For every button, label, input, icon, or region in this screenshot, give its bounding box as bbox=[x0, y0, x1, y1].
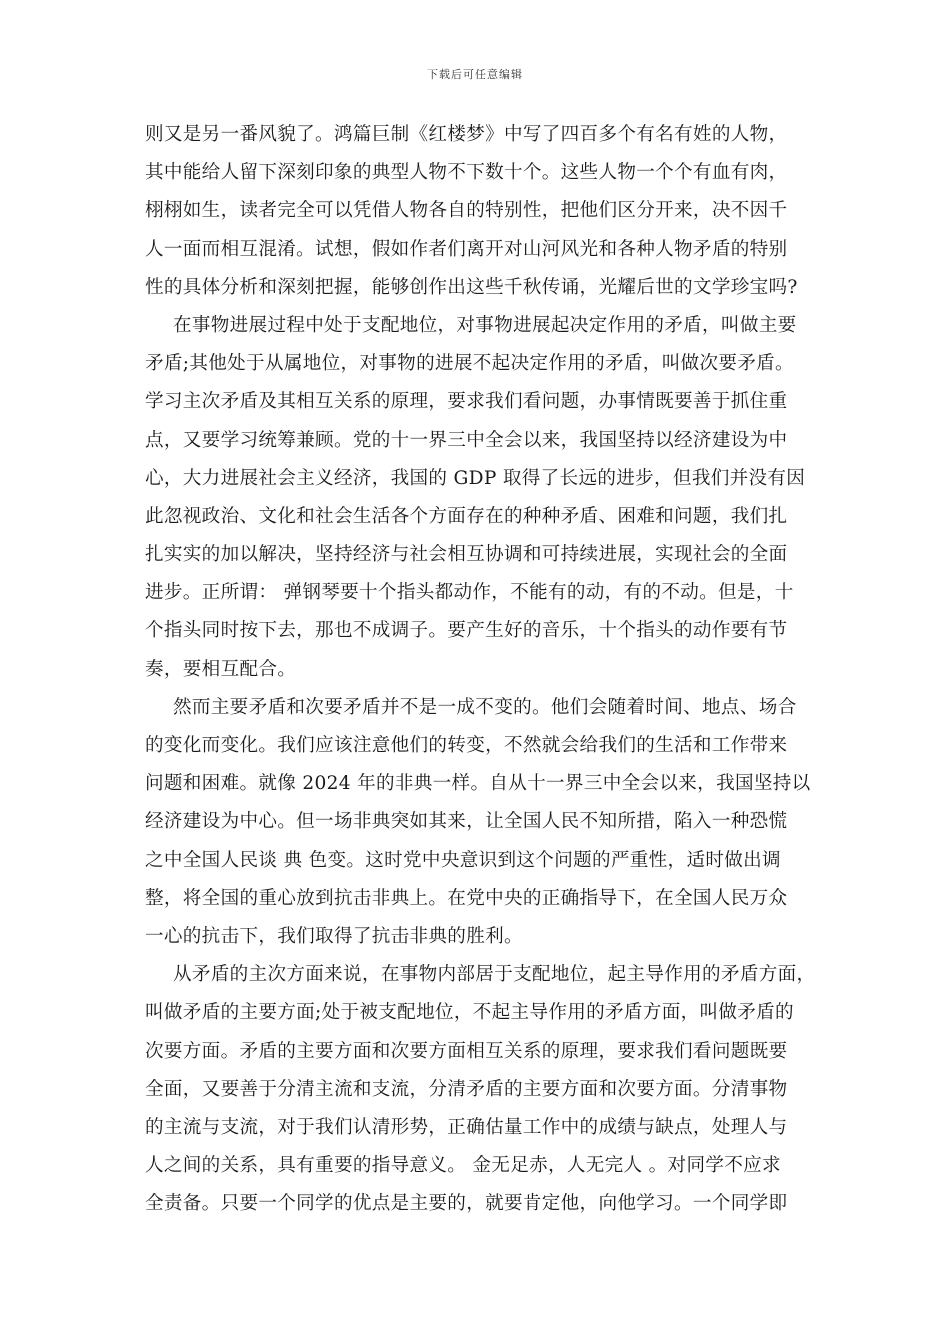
text-line: 进步。正所谓： 弹钢琴要十个指头都动作，不能有的动，有的不动。但是，十 bbox=[145, 582, 794, 604]
text-line: 然而主要矛盾和次要矛盾并不是一成不变的。他们会随着时间、地点、场合 bbox=[173, 696, 797, 718]
text-line: 个指头同时按下去，那也不成调子。要产生好的音乐，十个指头的动作要有节 bbox=[145, 620, 788, 642]
text-line: 奏，要相互配合。 bbox=[145, 658, 297, 680]
text-line: 则又是另一番风貌了。鸿篇巨制《红楼梦》中写了四百多个有名有姓的人物， bbox=[145, 124, 788, 145]
text-line: 全责备。只要一个同学的优点是主要的，就要肯定他，向他学习。一个同学即 bbox=[145, 1193, 788, 1215]
text-line: 一心的抗击下，我们取得了抗击非典的胜利。 bbox=[145, 925, 523, 947]
text-line: 人一面而相互混淆。试想，假如作者们离开对山河风光和各种人物矛盾的特别 bbox=[145, 238, 788, 260]
document-body bbox=[145, 116, 815, 1223]
text-line: 栩栩如生，读者完全可以凭借人物各自的特别性，把他们区分开来，决不因千 bbox=[145, 200, 788, 222]
text-line: 性的具体分析和深刻把握，能够创作出这些千秋传诵，光耀后世的文学珍宝吗? bbox=[145, 276, 798, 298]
text-line: 在事物进展过程中处于支配地位，对事物进展起决定作用的矛盾，叫做主要 bbox=[173, 314, 797, 336]
text-line: 其中能给人留下深刻印象的典型人物不下数十个。这些人物一个个有血有肉， bbox=[145, 162, 788, 184]
text-line: 次要方面。矛盾的主要方面和次要方面相互关系的原理，要求我们看问题既要 bbox=[145, 1040, 788, 1062]
text-line: 此忽视政治、文化和社会生活各个方面存在的种种矛盾、困难和问题，我们扎 bbox=[145, 505, 788, 527]
text-line: 问题和困难。就像 2024 年的非典一样。自从十一界三中全会以来，我国坚持以 bbox=[145, 773, 811, 795]
text-line: 经济建设为中心。但一场非典突如其来，让全国人民不知所措，陷入一种恐慌 bbox=[145, 811, 788, 833]
text-line: 扎实实的加以解决，坚持经济与社会相互协调和可持续进展，实现社会的全面 bbox=[145, 544, 788, 566]
text-line: 的变化而变化。我们应该注意他们的转变，不然就会给我们的生活和工作带来 bbox=[145, 735, 788, 756]
text-line: 点，又要学习统筹兼顾。党的十一界三中全会以来，我国坚持以经济建设为中 bbox=[145, 429, 788, 451]
text-line: 的主流与支流，对于我们认清形势，正确估量工作中的成绩与缺点，处理人与 bbox=[145, 1116, 788, 1138]
text-line: 心，大力进展社会主义经济，我国的 GDP 取得了长远的进步，但我们并没有因 bbox=[145, 467, 806, 489]
text-line: 学习主次矛盾及其相互关系的原理，要求我们看问题，办事情既要善于抓住重 bbox=[145, 391, 788, 413]
text-line: 之中全国人民谈 典 色变。这时党中央意识到这个问题的严重性，适时做出调 bbox=[145, 849, 781, 871]
text-line: 叫做矛盾的主要方面;处于被支配地位，不起主导作用的矛盾方面，叫做矛盾的 bbox=[145, 1002, 794, 1024]
text-line: 矛盾;其他处于从属地位，对事物的进展不起决定作用的矛盾，叫做次要矛盾。 bbox=[145, 353, 794, 375]
text-line: 整，将全国的重心放到抗击非典上。在党中央的正确指导下，在全国人民万众 bbox=[145, 887, 788, 909]
text-line: 从矛盾的主次方面来说，在事物内部居于支配地位，起主导作用的矛盾方面， bbox=[173, 964, 816, 986]
page-header-note: 下载后可任意编辑 bbox=[427, 68, 523, 81]
text-line: 全面，又要善于分清主流和支流，分清矛盾的主要方面和次要方面。分清事物 bbox=[145, 1078, 788, 1100]
text-line: 人之间的关系，具有重要的指导意义。 金无足赤，人无完人 。对同学不应求 bbox=[145, 1155, 781, 1177]
